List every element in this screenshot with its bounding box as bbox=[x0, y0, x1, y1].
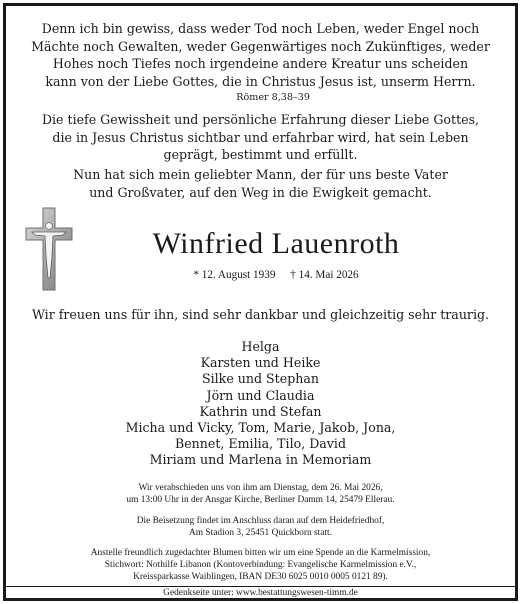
family-member: Jörn und Claudia bbox=[206, 387, 315, 403]
family-member: Kathrin und Stefan bbox=[199, 403, 322, 419]
verse-line: Denn ich bin gewiss, dass weder Tod noch Leben, weder Engel noch bbox=[41, 21, 480, 36]
gratitude-line: Wir freuen uns für ihn, sind sehr dankbar und gleichzeitig sehr traurig. bbox=[31, 307, 490, 322]
service-info bbox=[14, 482, 507, 506]
faith-line: Die tiefe Gewissheit und persönliche Erfahrung dieser Liebe Gottes, bbox=[41, 112, 480, 127]
burial-line: Am Stadion 3, 25451 Quickborn statt. bbox=[189, 528, 332, 538]
announcement-line: Nun hat sich mein geliebter Mann, der für uns beste Vater bbox=[73, 167, 448, 182]
life-dates bbox=[96, 268, 456, 282]
family-member: Silke und Stephan bbox=[202, 371, 319, 387]
faith-paragraph bbox=[16, 111, 505, 164]
memorial-page-link[interactable]: Gedenkseite unter: www.bestattungswesen-timm.de bbox=[163, 588, 358, 598]
cross-with-figure-icon bbox=[24, 206, 74, 292]
service-line: Wir verabschieden uns von ihm am Dienstag, dem 26. Mai 2026, bbox=[138, 483, 383, 493]
burial-info bbox=[14, 515, 507, 539]
obituary-content bbox=[6, 6, 515, 598]
family-member: Bennet, Emilia, Tilo, David bbox=[174, 436, 347, 452]
service-line: um 13:00 Uhr in der Ansgar Kirche, Berliner Damm 14, 25479 Ellerau. bbox=[126, 495, 395, 505]
verse-line: kann von der Liebe Gottes, die in Christus Jesus ist, unserm Herrn. bbox=[45, 73, 476, 89]
donation-line: Kreissparkasse Waiblingen, IBAN DE30 6025 0010 0005 0121 89). bbox=[133, 572, 388, 582]
donation-line: Stichwort: Nothilfe Libanon (Kontoverbindung: Evangelische Karmelmission e.V., bbox=[104, 560, 417, 570]
burial-line: Die Beisetzung findet im Anschluss daran auf dem Heidefriedhof, bbox=[136, 516, 385, 526]
donation-info bbox=[14, 547, 507, 583]
death-date: † 14. Mai 2026 bbox=[290, 269, 359, 281]
family-member: Helga bbox=[241, 339, 280, 354]
faith-line: geprägt, bestimmt und erfüllt. bbox=[163, 147, 358, 163]
bible-verse bbox=[16, 20, 505, 90]
family-list bbox=[16, 339, 505, 469]
obituary-frame bbox=[3, 3, 518, 601]
family-member: Micha und Vicky, Tom, Marie, Jakob, Jona, bbox=[125, 419, 396, 435]
family-member: Miriam und Marlena in Memoriam bbox=[149, 452, 372, 468]
verse-reference: Römer 8,38–39 bbox=[236, 92, 310, 103]
deceased-name: Winfried Lauenroth bbox=[152, 227, 400, 260]
verse-line: Hohes noch Tiefes noch irgendeine andere Kreatur uns scheiden bbox=[52, 56, 469, 72]
donation-line: Anstelle freundlich zugedachter Blumen bitten wir um eine Spende an die Karmelmission, bbox=[90, 548, 431, 558]
birth-date: * 12. August 1939 bbox=[193, 269, 276, 281]
faith-line: die in Jesus Christus sichtbar und erfahrbar wird, hat sein Leben bbox=[52, 129, 469, 145]
announcement-line: und Großvater, auf den Weg in die Ewigkeit gemacht. bbox=[89, 184, 432, 200]
family-member: Karsten und Heike bbox=[200, 355, 321, 371]
announcement-paragraph bbox=[16, 166, 505, 201]
verse-line: Mächte noch Gewalten, weder Gegenwärtiges noch Zukünftiges, weder bbox=[31, 38, 490, 54]
footer-divider bbox=[6, 586, 515, 587]
